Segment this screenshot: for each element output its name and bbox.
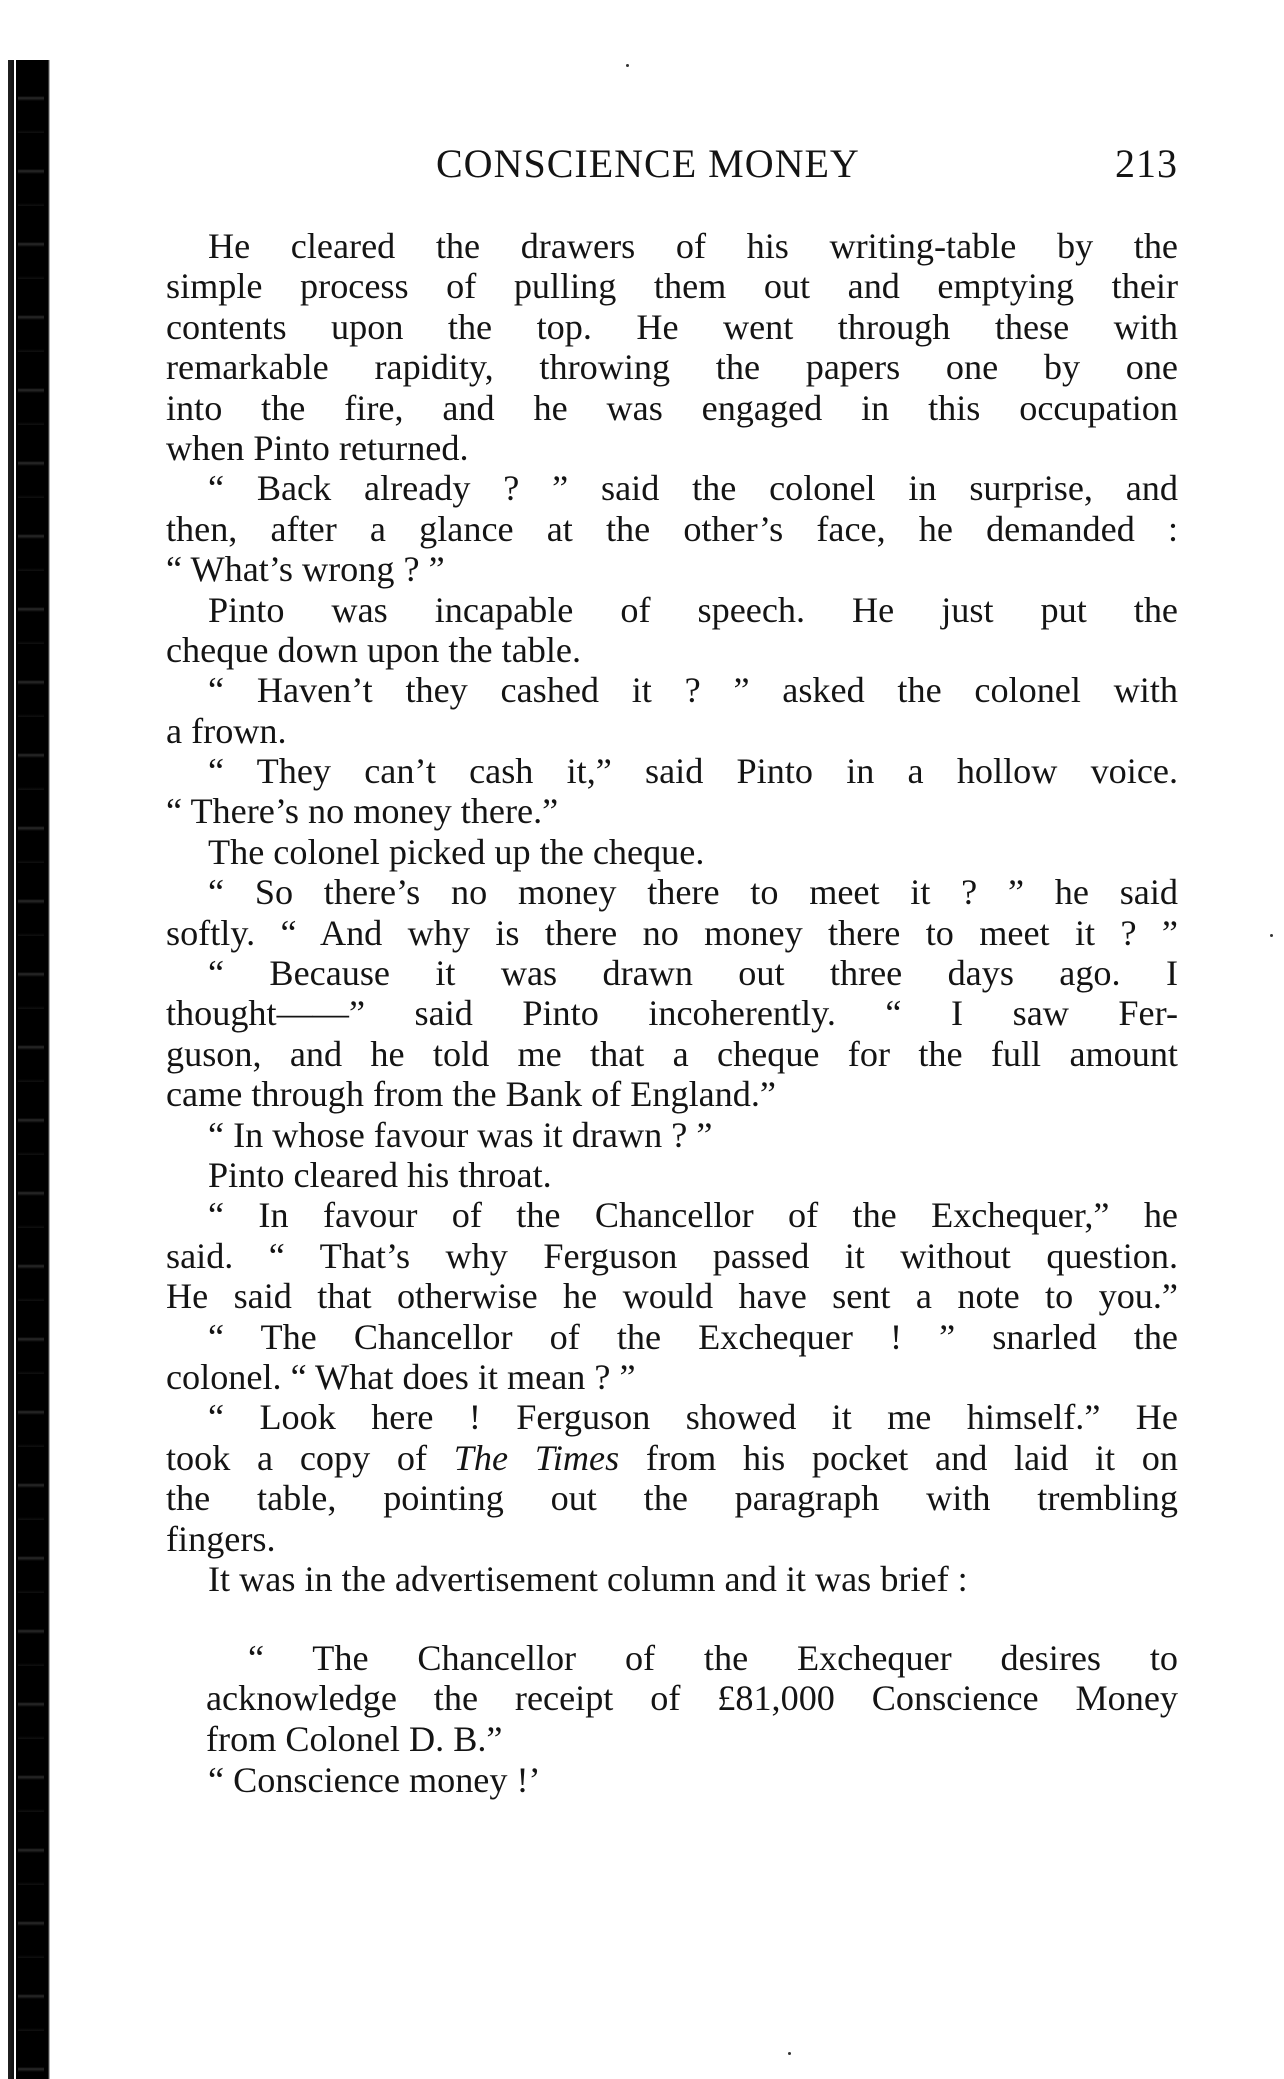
text-line: Pinto was incapable of speech. He just put the xyxy=(208,589,1178,630)
text-line: simple process of pulling them out and emptying their xyxy=(166,266,1178,307)
print-speck xyxy=(626,64,629,67)
text-line: The colonel picked up the cheque. xyxy=(208,831,705,872)
text-line: when Pinto returned. xyxy=(166,427,469,468)
text-line: “ Look here ! Ferguson showed it me himself.” He xyxy=(208,1397,1178,1438)
text-line: “ Because it was drawn out three days ago. I xyxy=(208,953,1178,994)
text-line: then, after a glance at the other’s face, he demanded : xyxy=(166,508,1178,549)
text-line: “ Haven’t they cashed it ? ” asked the colonel with xyxy=(208,670,1178,711)
print-speck xyxy=(788,2052,791,2055)
text-line: remarkable rapidity, throwing the papers one by one xyxy=(166,347,1178,388)
text-line: cheque down upon the table. xyxy=(166,629,582,670)
text-line: guson, and he told me that a cheque for the full amount xyxy=(166,1033,1178,1074)
text-line: He said that otherwise he would have sent a note to you.” xyxy=(166,1276,1178,1317)
print-speck xyxy=(1270,934,1273,937)
text-line: took a copy of The Times from his pocket and laid it on xyxy=(166,1437,1178,1478)
text-line: “ They can’t cash it,” said Pinto in a hollow voice. xyxy=(208,751,1178,792)
text-line: “ So there’s no money there to meet it ? ” he said xyxy=(208,872,1178,913)
text-line: “ There’s no money there.” xyxy=(166,791,559,832)
text-line: a frown. xyxy=(166,710,287,751)
text-line: fingers. xyxy=(166,1518,276,1559)
text-line: said. “ That’s why Ferguson passed it without question. xyxy=(166,1235,1178,1276)
book-binding-edge xyxy=(0,60,50,2079)
text-line: colonel. “ What does it mean ? ” xyxy=(166,1356,636,1397)
text-line: It was in the advertisement column and it was brief : xyxy=(208,1558,968,1599)
text-line: acknowledge the receipt of £81,000 Conscience Money xyxy=(206,1678,1178,1719)
text-line: He cleared the drawers of his writing-table by the xyxy=(208,226,1178,266)
page-header xyxy=(166,140,1178,190)
closing-line: “ Conscience money !’ xyxy=(208,1760,541,1800)
text-line: “ What’s wrong ? ” xyxy=(166,549,445,590)
text-line: “ In favour of the Chancellor of the Exchequer,” he xyxy=(208,1195,1178,1236)
closing-paragraph xyxy=(166,1760,1178,1800)
text-line: contents upon the top. He went through these with xyxy=(166,306,1178,347)
text-line: into the fire, and he was engaged in this occupation xyxy=(166,387,1178,428)
text-line: “ The Chancellor of the Exchequer ! ” snarled the xyxy=(208,1316,1178,1357)
page-number: 213 xyxy=(1115,141,1178,186)
text-line: “ Back already ? ” said the colonel in surprise, and xyxy=(208,468,1178,509)
running-title: CONSCIENCE MONEY xyxy=(436,141,860,186)
text-line: softly. “ And why is there no money there to meet it ? ” xyxy=(166,912,1178,953)
text-line: the table, pointing out the paragraph with trembling xyxy=(166,1478,1178,1519)
text-line: came through from the Bank of England.” xyxy=(166,1074,776,1115)
body-text xyxy=(166,226,1178,1599)
text-line: from Colonel D. B.” xyxy=(206,1718,503,1759)
advertisement-quote xyxy=(206,1638,1178,1759)
text-line: “ In whose favour was it drawn ? ” xyxy=(208,1114,713,1155)
text-line: Pinto cleared his throat. xyxy=(208,1154,552,1195)
text-line: “ The Chancellor of the Exchequer desires to xyxy=(248,1638,1178,1678)
text-line: thought——” said Pinto incoherently. “ I saw Fer- xyxy=(166,993,1178,1034)
